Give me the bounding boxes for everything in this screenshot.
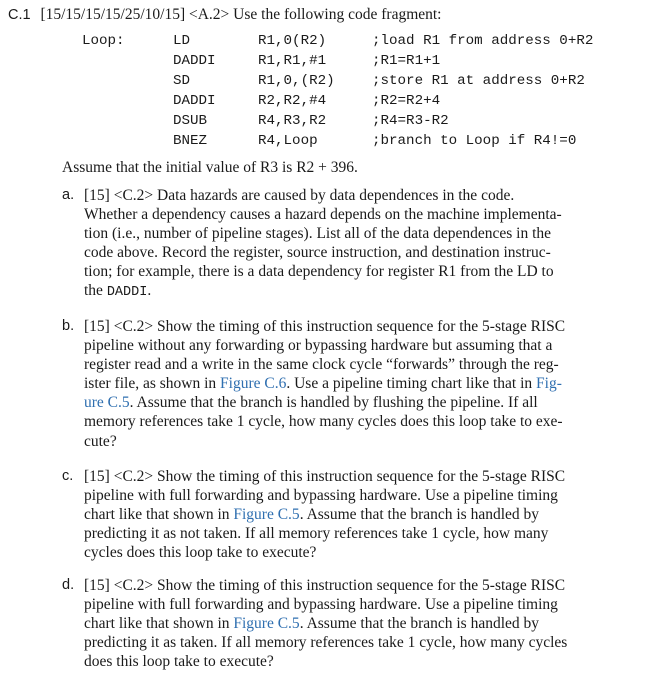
text-fragment: chart like that shown in: [84, 506, 234, 524]
text-line: [15] <C.2> Show the timing of this instruction sequence for the 5-stage RISC: [84, 577, 566, 594]
text-line: [84, 614, 607, 633]
code-comment: ;R4=R3-R2: [372, 113, 449, 129]
code-args: R1,0,(R2): [258, 73, 335, 89]
code-args: R1,0(R2): [258, 33, 327, 49]
code-args: R4,Loop: [258, 133, 318, 149]
code-comment: ;store R1 at address 0+R2: [372, 73, 585, 89]
text-line: [15] <C.2> Show the timing of this instruction sequence for the 5-stage RISC: [84, 468, 566, 485]
text-line: pipeline without any forwarding or bypassing hardware but assuming that a: [84, 337, 553, 355]
text-line: register read and a write in the same clock cycle “forwards” through the reg-: [84, 356, 559, 374]
part-a-marker: a.: [62, 187, 75, 203]
text-line: memory references take 1 cycle, how many cycles does this loop take to exe-: [84, 413, 563, 431]
text-line: [84, 374, 607, 393]
text-line: Whether a dependency causes a hazard depends on the machine implementa-: [84, 206, 562, 224]
code-args: R1,R1,#1: [258, 53, 327, 69]
text-fragment: . Use a pipeline timing chart like that in: [286, 375, 537, 393]
part-c-marker: c.: [62, 468, 74, 484]
code-comment: ;R1=R1+1: [372, 53, 441, 69]
text-line: [84, 505, 607, 524]
part-a-text: [84, 186, 607, 303]
text-line: predicting it as not taken. If all memory references take 1 cycle, how many: [84, 525, 549, 543]
text-fragment: . Assume that the branch is handled by flushing the pipeline. If all: [129, 394, 538, 412]
text-fragment: . Assume that the branch is handled by: [299, 615, 540, 633]
problem-header: [8, 6, 442, 24]
text-line: pipeline with full forwarding and bypassing hardware. Use a pipeline timing: [84, 596, 558, 614]
code-op: DADDI: [173, 93, 216, 109]
text-fragment: .: [147, 282, 152, 300]
text-fragment: the: [84, 282, 107, 300]
figure-link[interactable]: Fig-: [536, 375, 562, 393]
text-line: tion (i.e., number of pipeline stages). List all of the data dependences in the: [84, 225, 552, 243]
text-line: code above. Record the register, source instruction, and destination instruc-: [84, 244, 551, 262]
code-op: BNEZ: [173, 133, 208, 149]
problem-header-text: [15/15/15/15/25/10/15] <A.2> Use the following code fragment:: [40, 6, 442, 23]
inline-code: DADDI: [106, 285, 148, 301]
code-op: LD: [173, 33, 191, 49]
figure-link[interactable]: Figure C.5: [233, 615, 300, 633]
text-fragment: chart like that shown in: [84, 615, 234, 633]
code-op: DSUB: [173, 113, 208, 129]
code-op: DADDI: [173, 53, 216, 69]
code-comment: ;branch to Loop if R4!=0: [372, 133, 577, 149]
text-line: cute?: [84, 432, 117, 450]
part-b-marker: b.: [62, 318, 75, 334]
figure-link[interactable]: ure C.5: [84, 394, 130, 412]
intro-text: Assume that the initial value of R3 is R2 + 396.: [62, 159, 358, 176]
code-args: R2,R2,#4: [258, 93, 327, 109]
text-line: predicting it as taken. If all memory references take 1 cycle, how many cycles: [84, 634, 568, 652]
code-loop-label: Loop:: [82, 33, 125, 49]
code-comment: ;R2=R2+4: [372, 93, 441, 109]
text-line: cycles does this loop take to execute?: [84, 544, 317, 562]
figure-link[interactable]: Figure C.5: [233, 506, 300, 524]
part-d-marker: d.: [62, 577, 75, 593]
code-comment: ;load R1 from address 0+R2: [372, 33, 594, 49]
figure-link[interactable]: Figure C.6: [220, 375, 287, 393]
part-d-text: [84, 576, 607, 671]
part-b-text: [84, 317, 607, 451]
text-line: pipeline with full forwarding and bypassing hardware. Use a pipeline timing: [84, 487, 558, 505]
text-line: does this loop take to execute?: [84, 653, 274, 671]
part-c-text: [84, 467, 607, 562]
text-line: [15] <C.2> Show the timing of this instruction sequence for the 5-stage RISC: [84, 318, 566, 335]
text-line: [84, 281, 607, 302]
problem-number: C.1: [8, 7, 31, 23]
text-line: [15] <C.2> Data hazards are caused by data dependences in the code.: [84, 187, 515, 204]
text-fragment: . Assume that the branch is handled by: [299, 506, 540, 524]
code-op: SD: [173, 73, 191, 89]
text-fragment: ister file, as shown in: [84, 375, 221, 393]
text-line: tion; for example, there is a data dependency for register R1 from the LD to: [84, 263, 554, 281]
text-line: [84, 393, 607, 412]
code-args: R4,R3,R2: [258, 113, 327, 129]
